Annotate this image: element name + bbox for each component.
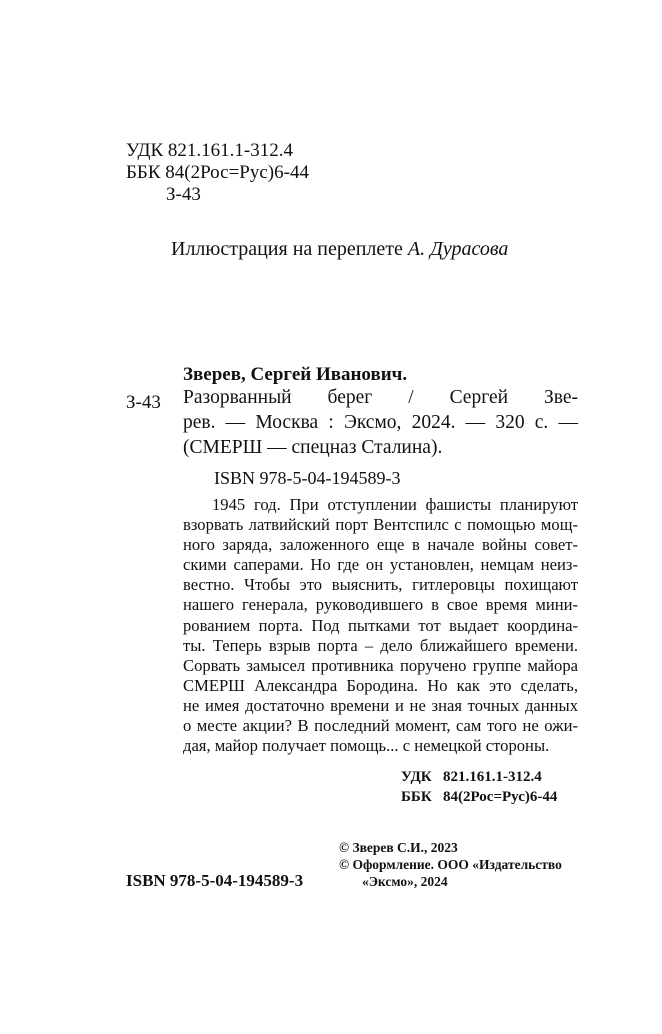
udk-code: УДК 821.161.1-312.4 [126,140,293,161]
title-line: рев. — Москва : Эксмо, 2024. — 320 с. — [183,412,578,433]
annotation-line: дая, майор получает помощь... с немецкой стороны. [183,736,550,756]
illustration-prefix: Иллюстрация на переплете [171,238,408,260]
copyright-design-cont: «Эксмо», 2024 [362,874,448,889]
bottom-udk-label: УДК [401,769,432,785]
title-line: Разорванный берег / Сергей Зве- [183,387,578,408]
annotation-line: СМЕРШ Александра Бородина. Но как это сделать, [183,675,578,695]
annotation-line: ты. Теперь взрыв порта – дело ближайшего времени. [183,635,578,655]
author-heading: Зверев, Сергей Иванович. [183,364,408,385]
title-statement [183,385,578,460]
title-line: (СМЕРШ — спецназ Сталина). [183,437,443,458]
annotation-line: не имея достаточно времени и не зная точных данных [183,695,578,715]
copyright-block [339,839,562,890]
annotation-line: о месте акции? В последний момент, сам того не ожи- [183,716,578,736]
copyright-author: © Зверев С.И., 2023 [339,840,458,855]
illustration-artist: А. Дурасова [407,238,509,260]
annotation-line: рованием порта. Под пытками тот выдает координа- [183,615,578,635]
annotation [183,495,578,756]
bottom-classification [401,767,557,807]
annotation-line: 1945 год. При отступлении фашисты планируют [212,495,578,514]
bottom-bbk [401,787,557,807]
illustration-credit [171,237,508,261]
isbn-record: ISBN 978-5-04-194589-3 [214,468,401,488]
bottom-udk [401,767,557,787]
annotation-line: ного заряда, заложенного еще в начале войны совет- [183,535,578,555]
annotation-line: скими саперами. Но где он установлен, немцам неиз- [183,555,578,575]
bottom-udk-value: 821.161.1-312.4 [443,769,542,785]
cutter-mark: З-43 [126,392,161,413]
copyright-design: © Оформление. ООО «Издательство [339,857,562,872]
annotation-line: вестно. Чтобы это выяснить, гитлеровцы похищают [183,575,578,595]
annotation-line: нашего генерала, руководившего в свое время мини- [183,595,578,615]
bbk-code: ББК 84(2Рос=Рус)6-44 [126,162,309,183]
isbn-bottom: ISBN 978-5-04-194589-3 [126,871,304,890]
bottom-bbk-label: ББК [401,789,432,805]
author-mark: З-43 [166,184,201,205]
bottom-bbk-value: 84(2Рос=Рус)6-44 [443,789,558,805]
annotation-line: взорвать латвийский порт Вентспилс с помощью мощ- [183,515,578,535]
annotation-line: Сорвать замысел противника поручено группе майора [183,655,578,675]
classification-block [126,140,309,206]
